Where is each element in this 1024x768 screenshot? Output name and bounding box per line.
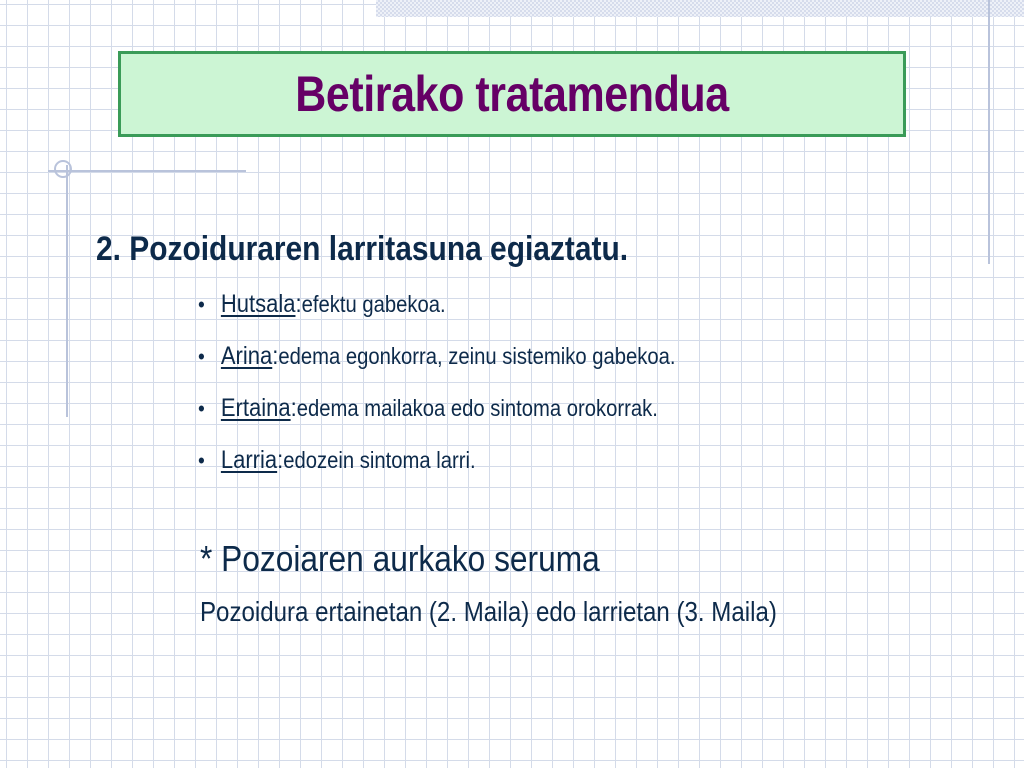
- separator: :: [272, 342, 279, 370]
- severity-term: Ertaina: [220, 394, 291, 422]
- list-item: [198, 394, 676, 446]
- separator: :: [290, 394, 297, 422]
- severity-description: edema egonkorra, zeinu sistemiko gabekoa.: [278, 343, 676, 369]
- severity-description: edema mailakoa edo sintoma orokorrak.: [296, 395, 658, 421]
- bullet-icon: •: [198, 448, 205, 473]
- section-heading: 2. Pozoiduraren larritasuna egiaztatu.: [96, 230, 629, 268]
- severity-description: edozein sintoma larri.: [283, 447, 476, 473]
- severity-description: efektu gabekoa.: [301, 291, 446, 317]
- separator: :: [277, 446, 284, 474]
- list-item: [198, 290, 676, 342]
- list-item: [198, 342, 676, 394]
- slide-title: Betirako tratamendua: [295, 66, 729, 122]
- bullet-icon: •: [198, 292, 205, 317]
- bullet-icon: •: [198, 344, 205, 369]
- list-item: [198, 446, 676, 498]
- severity-term: Larria: [220, 446, 278, 474]
- separator: :: [295, 290, 302, 318]
- bullet-icon: •: [198, 396, 205, 421]
- severity-list: [198, 290, 741, 498]
- serum-heading: * Pozoiaren aurkako seruma: [200, 538, 600, 579]
- severity-term: Hutsala: [220, 290, 296, 318]
- serum-description: Pozoidura ertainetan (2. Maila) edo larrietan (3. Maila): [200, 596, 777, 627]
- severity-term: Arina: [220, 342, 273, 370]
